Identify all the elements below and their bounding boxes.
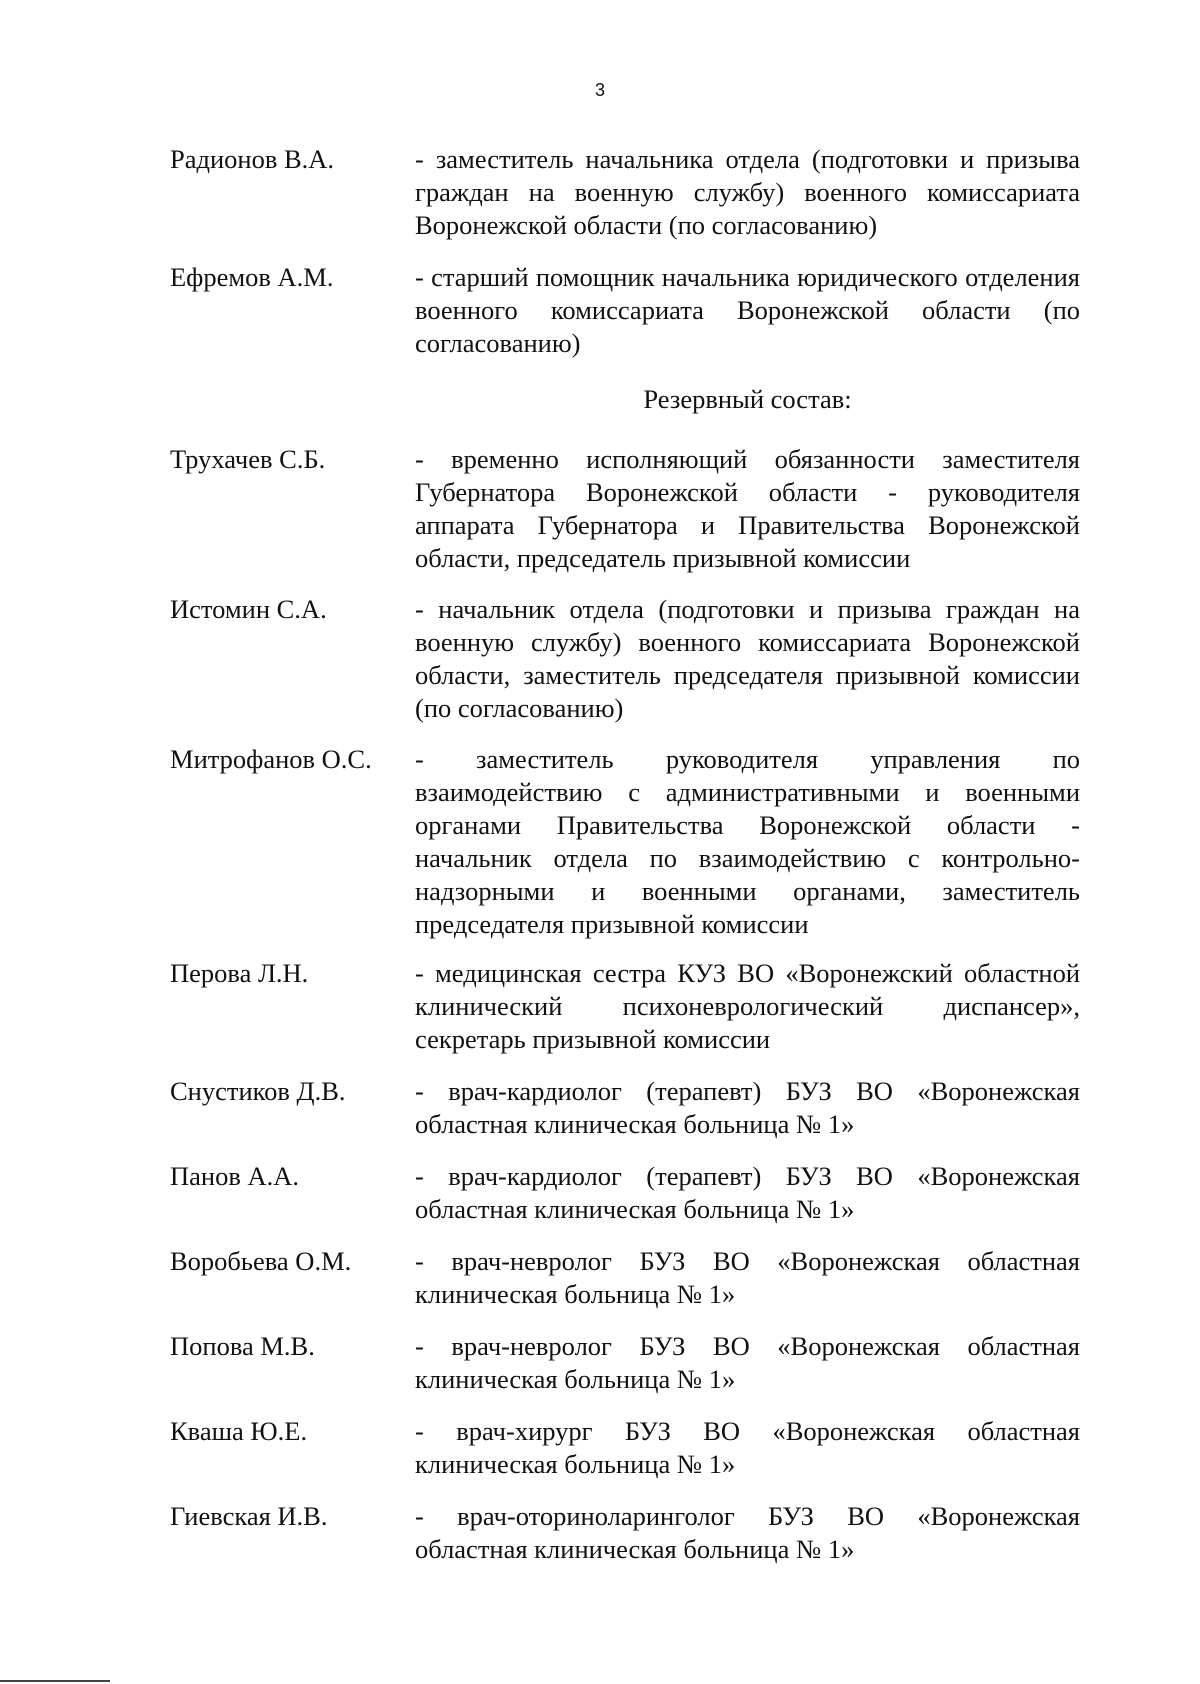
member-name: Попова М.В. [170,1331,315,1361]
member-name: Радионов В.А. [170,144,335,174]
member-name: Снустиков Д.В. [170,1076,346,1106]
member-name: Перова Л.Н. [170,958,309,988]
member-position: - врач-кардиолог (терапевт) БУЗ ВО «Воронежская областная клиническая больница № 1» [415,1076,1080,1139]
member-position: - врач-невролог БУЗ ВО «Воронежская областная клиническая больница № 1» [415,1331,1080,1394]
member-position: - заместитель начальника отдела (подготовки и призыва граждан на военную службу) военного комиссариата Воронежской области (по согласованию) [415,144,1080,240]
member-position: - начальник отдела (подготовки и призыва граждан на военную службу) военного комиссариата Воронежской области, заместитель председателя призывной комиссии (по согласованию) [415,594,1080,723]
member-name: Трухачев С.Б. [170,444,326,474]
member-position: - медицинская сестра КУЗ ВО «Воронежский областной клинический психоневрологический диспансер», секретарь призывной комиссии [415,958,1080,1054]
member-position: - старший помощник начальника юридического отделения военного комиссариата Воронежской области (по согласованию) [415,262,1080,358]
member-name: Гиевская И.В. [170,1501,328,1531]
member-position: - заместитель руководителя управления по взаимодействию с административными и военными органами Правительства Воронежской области - начальник отдела по взаимодействию с контрольно-надзорными и военными органами, заместитель председателя призывной комиссии [415,744,1080,939]
page-number: 3 [594,80,605,100]
member-name: Панов А.А. [170,1161,299,1191]
member-position: - врач-невролог БУЗ ВО «Воронежская областная клиническая больница № 1» [415,1246,1080,1309]
member-name: Митрофанов О.С. [170,744,372,774]
member-name: Истомин С.А. [170,594,327,624]
member-name: Воробьева О.М. [170,1246,352,1276]
member-position: - врач-хирург БУЗ ВО «Воронежская областная клиническая больница № 1» [415,1416,1080,1479]
member-name: Кваша Ю.Е. [170,1416,308,1446]
member-position: - врач-оториноларинголог БУЗ ВО «Воронежская областная клиническая больница № 1» [415,1501,1080,1564]
section-heading: Резервный состав: [643,384,852,414]
member-position: - временно исполняющий обязанности заместителя Губернатора Воронежской области - руководителя аппарата Губернатора и Правительства Воронежской области, председатель призывной комиссии [415,444,1080,573]
footer-rule [0,1680,110,1682]
member-position: - врач-кардиолог (терапевт) БУЗ ВО «Воронежская областная клиническая больница № 1» [415,1161,1080,1224]
member-name: Ефремов А.М. [170,262,334,292]
